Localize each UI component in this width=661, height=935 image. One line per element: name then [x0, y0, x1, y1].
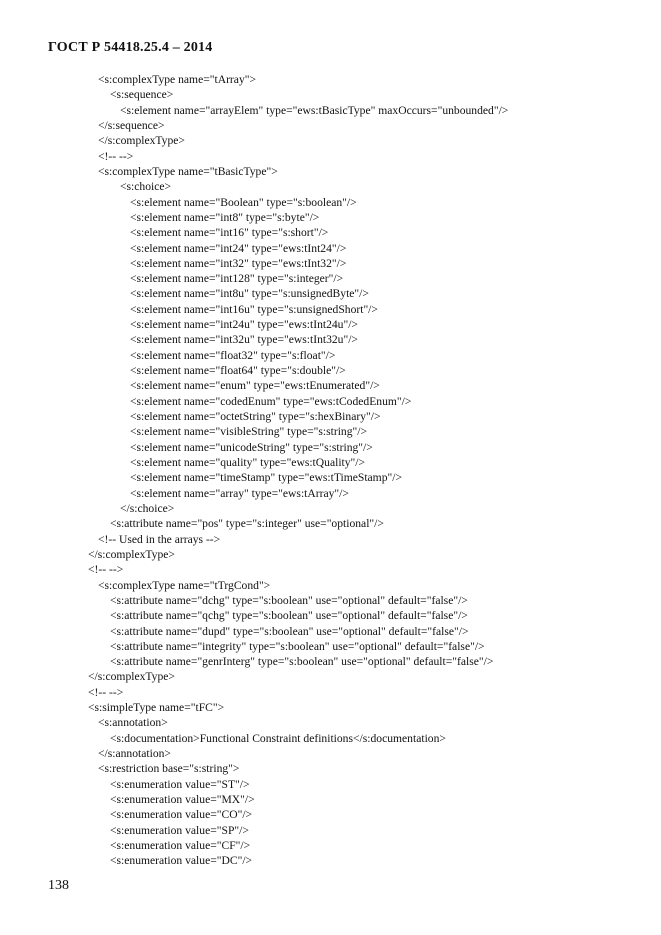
code-line: <s:element name="enum" type="ews:tEnumerated"/> — [130, 379, 380, 393]
code-line: <s:complexType name="tBasicType"> — [98, 164, 278, 178]
code-line: <s:complexType name="tArray"> — [98, 73, 257, 86]
code-line: <s:element name="int128" type="s:integer"/> — [130, 272, 344, 286]
code-line: <s:choice> — [120, 180, 172, 194]
code-line: </s:annotation> — [98, 747, 171, 761]
code-line: <s:restriction base="s:string"> — [98, 762, 240, 776]
code-line: <s:element name="visibleString" type="s:string"/> — [130, 425, 367, 439]
code-line: </s:complexType> — [88, 547, 175, 561]
code-line: <s:element name="quality" type="ews:tQuality"/> — [130, 456, 366, 469]
code-line: <s:element name="int24u" type="ews:tInt24u"/> — [130, 318, 358, 332]
code-line: <!-- --> — [88, 685, 124, 699]
code-line: <!-- --> — [98, 149, 134, 163]
code-line: </s:choice> — [120, 501, 175, 515]
code-line: <s:enumeration value="MX"/> — [110, 793, 255, 807]
code-line: </s:sequence> — [98, 118, 165, 132]
code-line: <s:enumeration value="CF"/> — [110, 839, 251, 852]
code-line: <s:attribute name="qchg" type="s:boolean" use="optional" default="false"/> — [110, 609, 468, 623]
code-line: <s:sequence> — [110, 88, 174, 102]
code-line: <s:element name="unicodeString" type="s:string"/> — [130, 440, 373, 454]
code-line: <s:element name="Boolean" type="s:boolean"/> — [130, 195, 357, 209]
code-line: <s:element name="arrayElem" type="ews:tBasicType" maxOccurs="unbounded"/> — [120, 103, 509, 117]
code-line: <s:complexType name="tTrgCond"> — [98, 578, 271, 592]
code-line: <s:element name="int8" type="s:byte"/> — [130, 210, 320, 224]
code-line: <s:enumeration value="DC"/> — [110, 854, 253, 868]
code-line: <s:attribute name="genrInterg" type="s:boolean" use="optional" default="false"/> — [110, 655, 494, 669]
code-line: <s:element name="int32u" type="ews:tInt32u"/> — [130, 333, 358, 347]
code-line: <s:element name="int16u" type="s:unsignedShort"/> — [130, 302, 378, 316]
code-line: <s:element name="float64" type="s:double"/> — [130, 364, 346, 378]
code-line: <s:element name="codedEnum" type="ews:tCodedEnum"/> — [130, 394, 412, 408]
code-line: </s:complexType> — [98, 134, 185, 148]
code-line: <s:element name="int16" type="s:short"/> — [130, 226, 329, 240]
code-line: <s:attribute name="pos" type="s:integer" use="optional"/> — [110, 517, 384, 531]
code-line: <s:attribute name="dupd" type="s:boolean" use="optional" default="false"/> — [110, 624, 469, 638]
code-line: <s:element name="float32" type="s:float"/> — [130, 348, 336, 362]
code-line: <s:enumeration value="SP"/> — [110, 823, 249, 837]
document-header: ГОСТ Р 54418.25.4 – 2014 — [48, 40, 213, 55]
code-line: <s:attribute name="integrity" type="s:boolean" use="optional" default="false"/> — [110, 639, 485, 653]
code-line: <s:attribute name="dchg" type="s:boolean" use="optional" default="false"/> — [110, 593, 468, 607]
code-line: <s:simpleType name="tFC"> — [88, 701, 225, 715]
code-line: <s:element name="int32" type="ews:tInt32"/> — [130, 256, 347, 270]
page-number: 138 — [48, 878, 69, 893]
code-line: </s:complexType> — [88, 670, 175, 684]
code-line: <!-- Used in the arrays --> — [98, 532, 221, 546]
code-line: <s:element name="array" type="ews:tArray"/> — [130, 486, 349, 500]
code-line: <s:enumeration value="ST"/> — [110, 777, 250, 791]
code-line: <s:enumeration value="CO"/> — [110, 808, 253, 822]
code-line: <s:annotation> — [98, 716, 168, 730]
code-line: <s:element name="timeStamp" type="ews:tTimeStamp"/> — [130, 471, 402, 485]
code-line: <s:element name="int8u" type="s:unsignedByte"/> — [130, 287, 369, 301]
code-line: <s:documentation>Functional Constraint definitions</s:documentation> — [110, 731, 446, 745]
code-line: <s:element name="octetString" type="s:hexBinary"/> — [130, 410, 381, 424]
code-line: <!-- --> — [88, 563, 124, 577]
code-line: <s:element name="int24" type="ews:tInt24"/> — [130, 241, 347, 255]
